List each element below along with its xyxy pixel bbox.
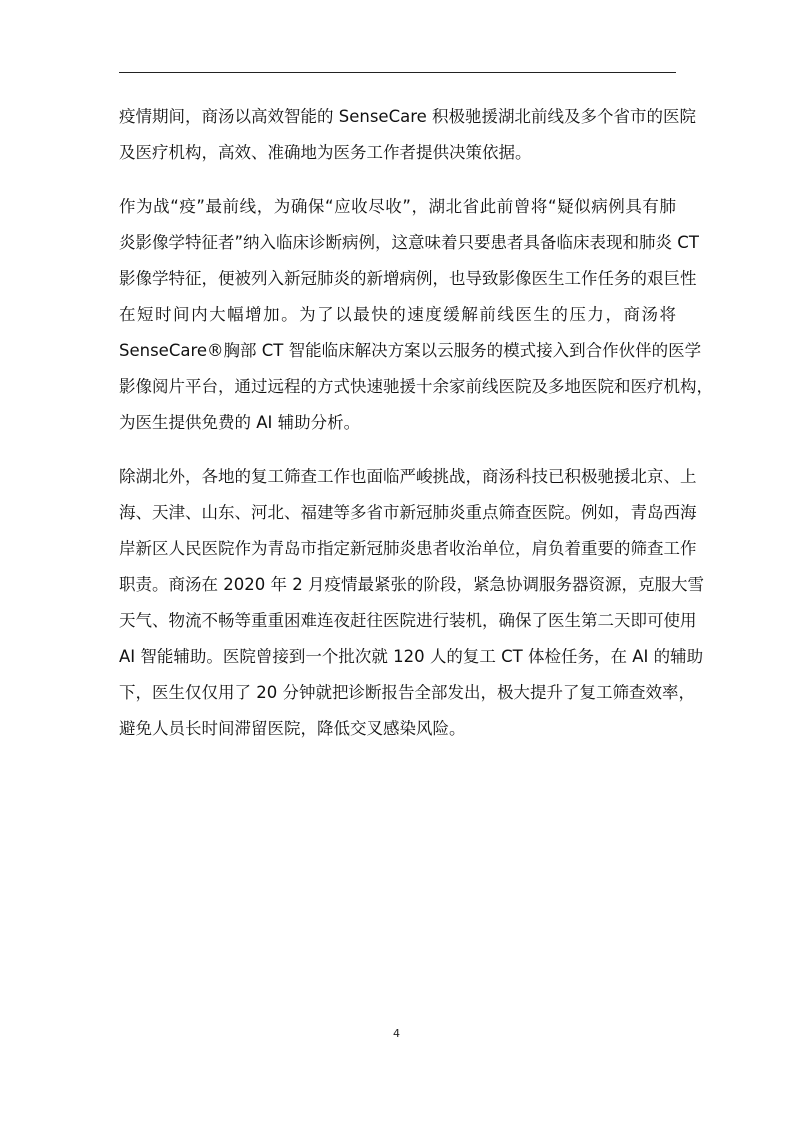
text-line: 天气、物流不畅等重重困难连夜赶往医院进行装机，确保了医生第二天即可使用: [119, 611, 697, 630]
paragraph-1: [119, 99, 697, 171]
text-line: 避免人员长时间滞留医院，降低交叉感染风险。: [119, 719, 466, 738]
document-body: [119, 99, 713, 747]
text-line: 职责。商汤在 2020 年 2 月疫情最紧张的阶段，紧急协调服务器资源，克服大雪: [119, 575, 704, 594]
text-line: AI 智能辅助。医院曾接到一个批次就 120 人的复工 CT 体检任务，在 AI 的辅助: [119, 647, 704, 666]
text-line: SenseCare®胸部 CT 智能临床解决方案以云服务的模式接入到合作伙伴的医学: [119, 341, 702, 360]
text-line: 作为战“疫”最前线，为确保“应收尽收”，湖北省此前曾将“疑似病例具有肺: [119, 197, 676, 216]
paragraph-3: [119, 459, 704, 747]
text-line: 影像阅片平台，通过远程的方式快速驰援十余家前线医院及多地医院和医疗机构，: [119, 377, 713, 396]
text-line: 疫情期间，商汤以高效智能的 SenseCare 积极驰援湖北前线及多个省市的医院: [119, 107, 697, 126]
text-line: 下，医生仅仅用了 20 分钟就把诊断报告全部发出，极大提升了复工筛查效率，: [119, 683, 695, 702]
text-line: 及医疗机构，高效、准确地为医务工作者提供决策依据。: [119, 143, 532, 162]
text-line: 在短时间内大幅增加。为了以最快的速度缓解前线医生的压力，商汤将: [119, 305, 676, 324]
text-line: 为医生提供免费的 AI 辅助分析。: [119, 413, 361, 432]
header-rule: [119, 72, 676, 73]
page-number: 4: [393, 1027, 400, 1040]
text-line: 岸新区人民医院作为青岛市指定新冠肺炎患者收治单位，肩负着重要的筛查工作: [119, 539, 697, 558]
text-line: 炎影像学特征者”纳入临床诊断病例，这意味着只要患者具备临床表现和肺炎 CT: [119, 233, 699, 252]
text-line: 海、天津、山东、河北、福建等多省市新冠肺炎重点筛查医院。例如，青岛西海: [119, 503, 697, 522]
text-line: 除湖北外，各地的复工筛查工作也面临严峻挑战，商汤科技已积极驰援北京、上: [119, 467, 697, 486]
paragraph-2: [119, 189, 713, 441]
text-line: 影像学特征，便被列入新冠肺炎的新增病例，也导致影像医生工作任务的艰巨性: [119, 269, 697, 288]
